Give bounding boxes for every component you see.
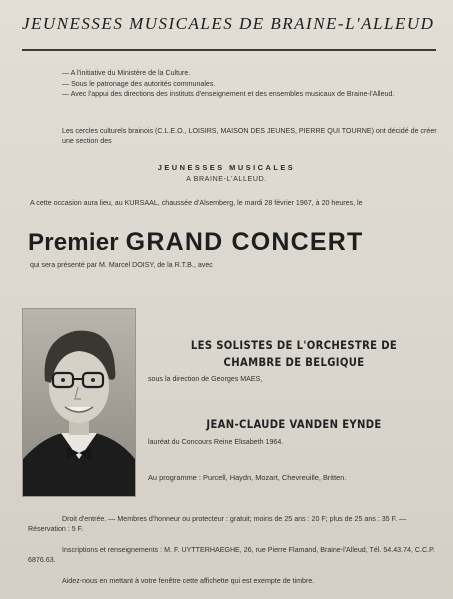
footer-note: Aidez-nous en mettant à votre fenêtre cette affichette qui est exempte de timbre. [62,577,315,585]
header-title: JEUNESSES MUSICALES DE BRAINE-L'ALLEUD [22,14,435,33]
title-premier: Premier [28,229,119,256]
programme-line: Au programme : Purcell, Haydn, Mozart, Chevreuille, Britten. [148,473,347,482]
intro-bullet: — A l'initiative du Ministère de la Culture. [62,69,191,77]
ensemble-name: LES SOLISTES DE L'ORCHESTRE DE CHAMBRE DE BELGIQUE [190,338,398,369]
intro-bullet: — Sous le patronage des autorités communales. [62,79,216,88]
cercles-paragraph: Les cercles culturels brainois (C.L.E.O., LOISIRS, MAISON DES JEUNES, PIERRE QUI TOURNE) ont décidé de créer une section des [62,127,437,145]
portrait-illustration [23,309,135,496]
soloist-photo [22,308,136,497]
soloist-name: JEAN-CLAUDE VANDEN EYNDE [206,417,382,431]
intro-bullets [62,69,442,101]
conductor-line: sous la direction de Georges MAES, [148,375,263,383]
occasion-paragraph: A cette occasion aura lieu, au KURSAAL, chaussée d'Alsemberg, le mardi 28 février 1967, à 20 heures, le [30,199,363,207]
section-name: JEUNESSES MUSICALES [157,163,296,172]
section-place: A BRAINE-L'ALLEUD. [186,175,267,183]
entry-fees: Droit d'entrée. — Membres d'honneur ou protecteur : gratuit; moins de 25 ans : 20 F; plus de 25 ans : 35 F. — Réservation : 5 F. [28,515,407,533]
registration-info: Inscriptions et renseignements : M. F. UYTTERHAEGHE, 26, rue Pierre Flamand, Braine-l'Alleud, Tél. 54.43.74, C.C.P. 6876.63. [28,546,435,564]
soloist-award: lauréat du Concours Reine Elisabeth 1964. [148,438,284,446]
title-grand-concert: GRAND CONCERT [125,228,364,256]
concert-title [28,228,440,257]
intro-bullet: — Avec l'appui des directions des instituts d'enseignement et des ensembles musicaux de Braine-l'Alleud. [62,90,395,99]
presenter-line: qui sera présenté par M. Marcel DOISY, de la R.T.B., avec [30,261,213,269]
header-rule [22,49,436,51]
